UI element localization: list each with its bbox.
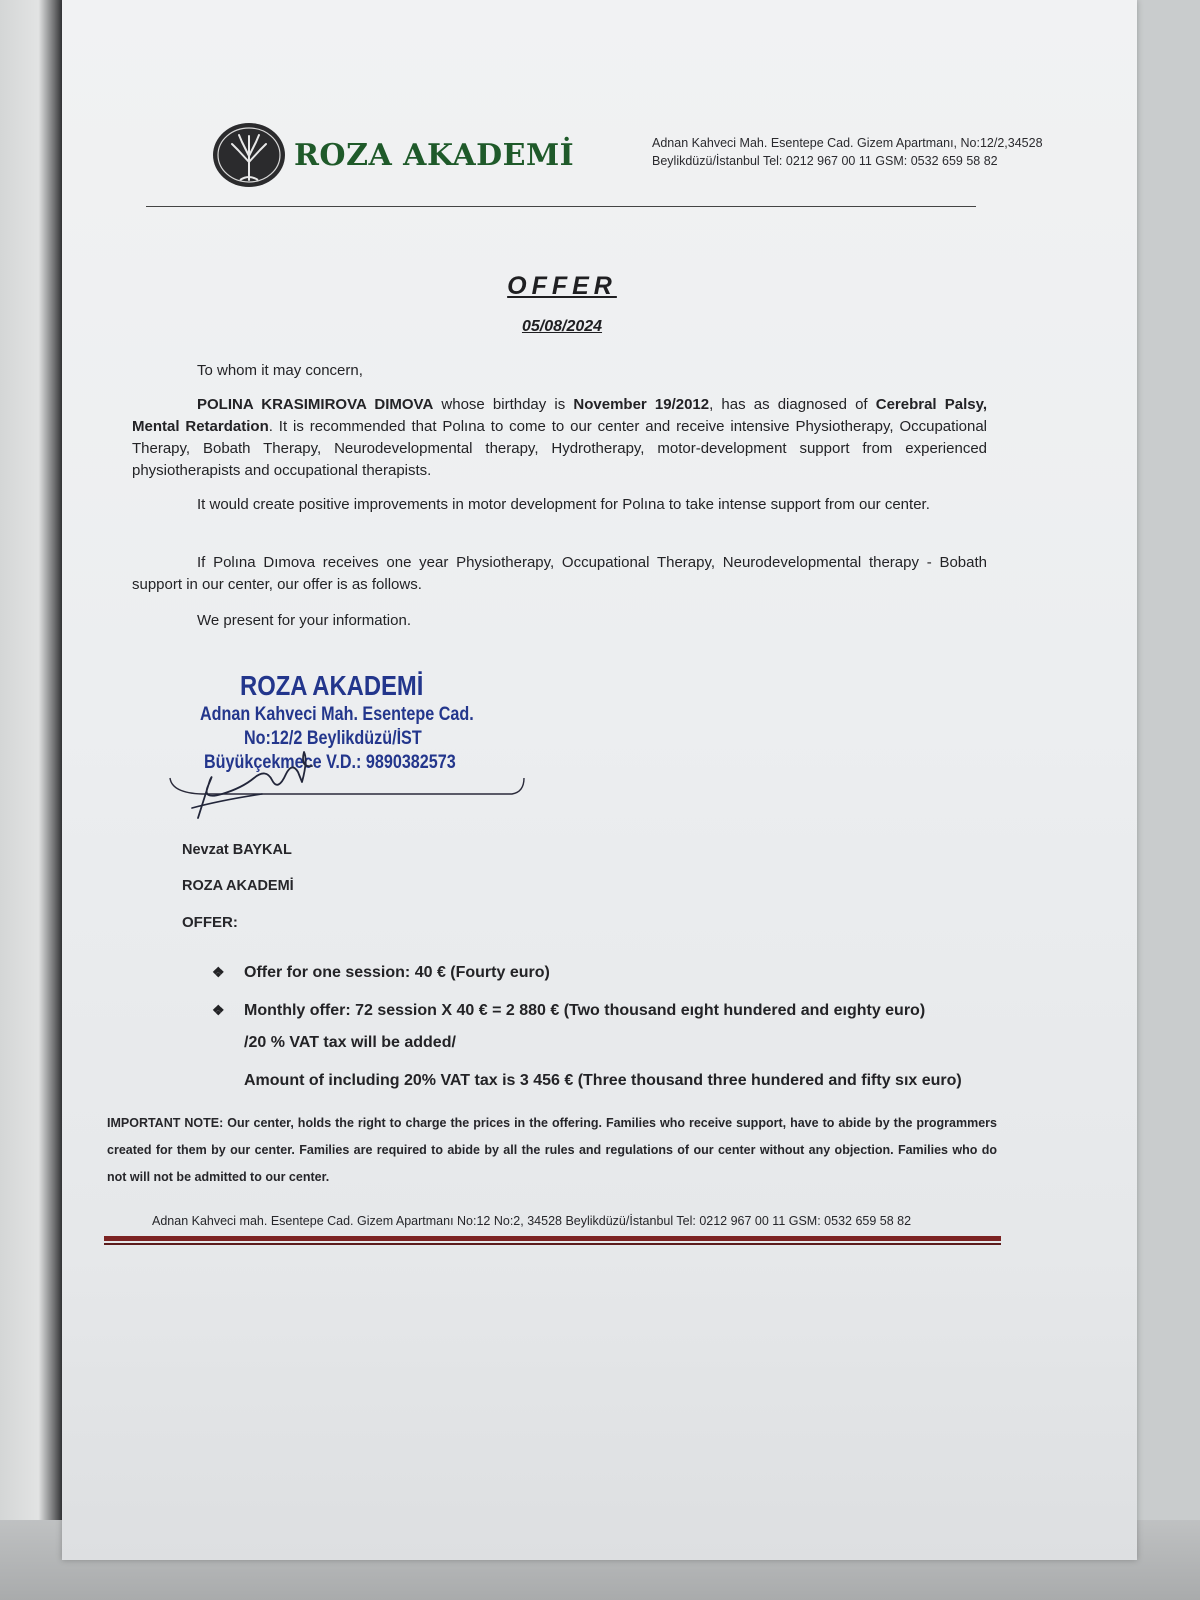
- header-address-line2: Beylikdüzü/İstanbul Tel: 0212 967 00 11 GSM: 0532 659 58 82: [652, 154, 998, 168]
- footer-address: Adnan Kahveci mah. Esentepe Cad. Gizem Apartmanı No:12 No:2, 34528 Beylikdüzü/İstanbul Tel: 0212 967 00 11 GSM: 0532 659 58 82: [152, 1214, 912, 1228]
- signature-icon: [162, 668, 542, 828]
- document-date: 05/08/2024: [521, 318, 603, 335]
- salutation: To whom it may concern,: [197, 362, 363, 379]
- paragraph-offer-intro: If Polına Dımova receives one year Physiotherapy, Occupational Therapy, Neurodevelopmental therapy - Bobath support in our center, our offer is as follows.: [132, 554, 987, 593]
- offer-vat-note: /20 % VAT tax will be added/: [244, 1034, 456, 1051]
- patient-name: POLINA KRASIMIROVA DIMOVA: [197, 396, 434, 413]
- company-stamp: [162, 668, 542, 828]
- patient-diagnosis: Cerebral Palsy, Mental Retardation: [132, 396, 987, 435]
- letter-page: [62, 0, 1137, 1560]
- important-note: IMPORTANT NOTE: Our center, holds the right to charge the prices in the offering. Families who receive support, have to abide by the programmers created for them by our center. Families are required to abide by all the rules and regulations of our center without any objection. Families who do not will not be admitted to our center.: [107, 1116, 997, 1184]
- diamond-bullet-icon: ❖: [212, 964, 225, 980]
- diamond-bullet-icon: ❖: [212, 1002, 225, 1018]
- tree-logo-icon: [212, 122, 286, 188]
- footer-divider-thin: [104, 1243, 1001, 1245]
- header-address: [652, 134, 1072, 170]
- offer-total: Amount of including 20% VAT tax is 3 456 € (Three thousand three hundered and fifty sıx euro): [244, 1072, 962, 1089]
- paragraph-information: We present for your information.: [197, 612, 411, 629]
- letterhead: [212, 122, 1072, 192]
- stamp-line3: No:12/2 Beylikdüzü/İST: [244, 728, 422, 749]
- offer-item-single-session: ❖ Offer for one session: 40 € (Fourty euro): [212, 964, 550, 981]
- signatory-organization: ROZA AKADEMİ: [182, 878, 294, 894]
- stamp-line4: Büyükçekmece V.D.: 9890382573: [204, 752, 456, 773]
- paragraph-improvements: It would create positive improvements in motor development for Polına to take intense support from our center.: [197, 496, 930, 513]
- background-left: [0, 0, 70, 1600]
- paragraph-diagnosis: POLINA KRASIMIROVA DIMOVA whose birthday is November 19/2012, has as diagnosed of Cerebral Palsy, Mental Retardation. It is recommended that Polına to come to our center and receive intensive Physiotherapy, Occupational Therapy, Bobath Therapy, Neurodevelopmental therapy, Hydrotherapy, motor-development support from experienced physiotherapists and occupational therapists.: [132, 396, 988, 479]
- header-divider: [146, 206, 976, 207]
- footer-divider: [104, 1236, 1001, 1241]
- brand-name: ROZA AKADEMİ: [294, 138, 575, 173]
- header-address-line1: Adnan Kahveci Mah. Esentepe Cad. Gizem Apartmanı, No:12/2,34528: [652, 136, 1043, 150]
- stamp-line1: ROZA AKADEMİ: [240, 670, 424, 701]
- document-title: OFFER: [507, 272, 617, 300]
- offer-label: OFFER:: [182, 914, 238, 931]
- stamp-line2: Adnan Kahveci Mah. Esentepe Cad.: [200, 704, 474, 725]
- offer-item-monthly: ❖ Monthly offer: 72 session X 40 € = 2 880 € (Two thousand eıght hundered and eıghty euro): [212, 1002, 926, 1019]
- signatory-name: Nevzat BAYKAL: [182, 842, 292, 858]
- patient-birthday: November 19/2012: [573, 396, 710, 413]
